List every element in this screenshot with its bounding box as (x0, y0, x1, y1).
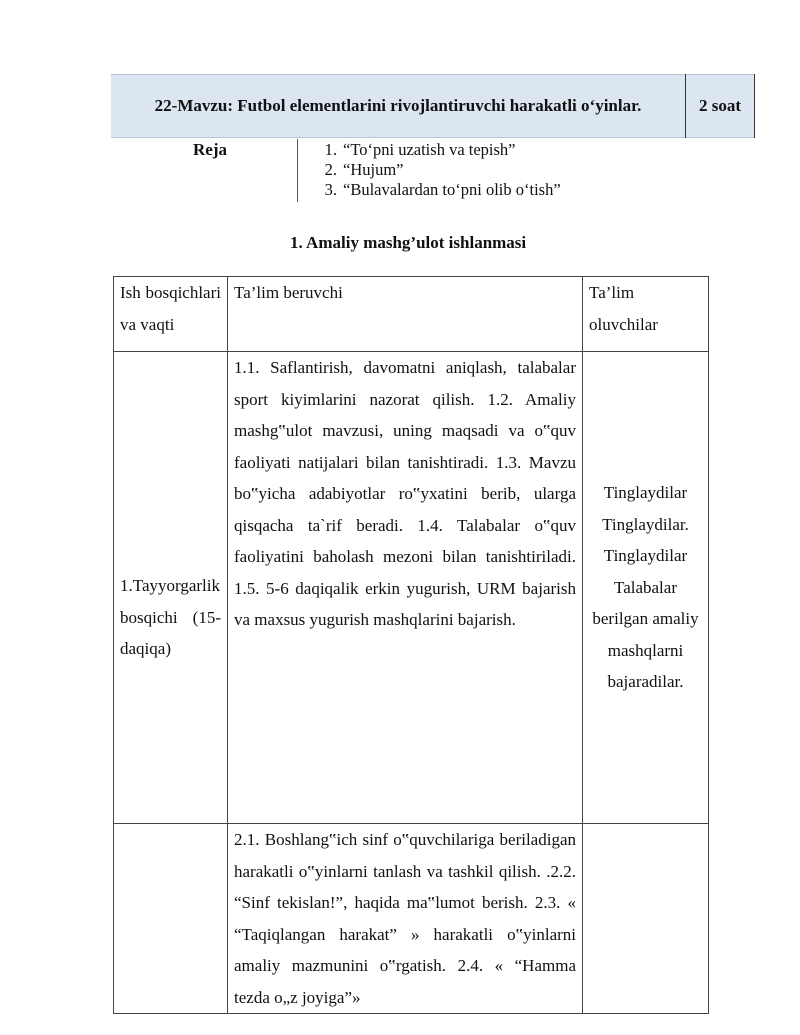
plan-item (305, 180, 561, 200)
section-heading: 1. Amaliy mashg’ulot ishlanmasi (290, 233, 527, 252)
header-stages: Ish bosqichlari va vaqti (114, 277, 228, 352)
plan-item-number: 2. (324, 160, 337, 179)
plan-item (305, 160, 561, 180)
stage-cell (114, 824, 228, 1014)
plan-item-text: “Hujum” (343, 160, 404, 179)
stage-cell: 1.Tayyorgarlik bosqichi (15-daqiqa) (114, 352, 228, 824)
teacher-cell: 2.1. Boshlang‟ich sinf o‟quvchilariga beriladigan harakatli o‟yinlarni tanlash va tashkil qilish. .2.2. “Sinf tekislan!”, haqida ma‟lumot berish. 2.3. « “Taqiqlangan harakat” » harakatli o‟yinlarni amaliy mazmunini o‟rgatish. 2.4. « “Hamma tezda o„z joyiga”» (228, 824, 583, 1014)
plan-item-number: 1. (324, 140, 337, 159)
plan-label: Reja (193, 140, 227, 159)
plan-list (305, 140, 561, 200)
header-students: Ta’lim oluvchilar (583, 277, 709, 352)
plan-divider (297, 139, 298, 202)
topic-hours: 2 soat (685, 74, 755, 138)
students-cell: Tinglaydilar Tinglaydilar. Tinglaydilar Talabalar berilgan amaliy mashqlarni bajaradilar. (583, 352, 709, 824)
plan-item-text: “Bulavalardan to‘pni olib o‘tish” (343, 180, 561, 199)
table-row (114, 352, 709, 824)
header-teacher: Ta’lim beruvchi (228, 277, 583, 352)
table-header-row (114, 277, 709, 352)
plan-item-text: “To‘pni uzatish va tepish” (343, 140, 516, 159)
topic-header (111, 74, 755, 138)
lesson-table (113, 276, 709, 1014)
plan-item (305, 140, 561, 160)
students-cell (583, 824, 709, 1014)
teacher-cell: 1.1. Saflantirish, davomatni aniqlash, talabalar sport kiyimlarini nazorat qilish. 1.2. Amaliy mashg‟ulot mavzusi, uning maqsadi va o‟quv faoliyati natijalari bilan tanishtiradi. 1.3. Mavzu bo‟yicha adabiyotlar ro‟yxatini berib, ularga qisqacha ta`rif beradi. 1.4. Talabalar o‟quv faoliyatini baholash mezoni bilan tanishtiriladi. 1.5. 5-6 daqiqalik erkin yugurish, URM bajarish va maxsus yugurish mashqlarini bajarish. (228, 352, 583, 824)
topic-title: 22-Mavzu: Futbol elementlarini rivojlantiruvchi harakatli o‘yinlar. (154, 96, 642, 115)
table-row (114, 824, 709, 1014)
plan-item-number: 3. (324, 180, 337, 199)
